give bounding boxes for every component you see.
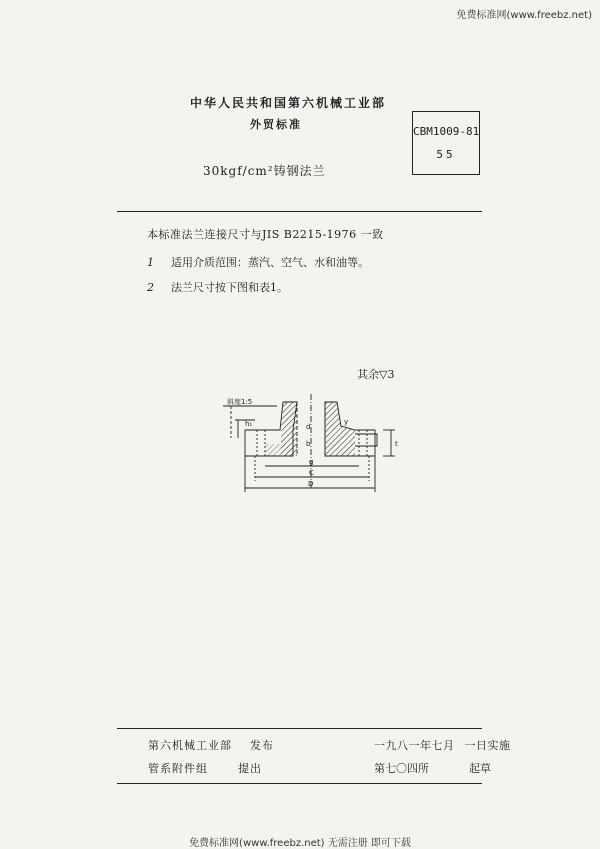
- D-label: D: [308, 480, 314, 488]
- intro-paragraph: 本标准法兰连接尺寸与JIS B2215-1976 一致: [147, 228, 384, 241]
- standard-number: 55: [436, 148, 456, 161]
- effective-date-line: [374, 737, 511, 753]
- item-text: 法兰尺寸按下图和表1。: [171, 281, 288, 294]
- drafter: 第七〇四所: [374, 762, 429, 775]
- item-text: 适用介质范围：蒸汽、空气、水和油等。: [171, 256, 369, 269]
- h1-label: h₁: [245, 420, 253, 428]
- c-label: C: [309, 469, 314, 477]
- proposed-label: 提出: [238, 762, 262, 775]
- issuer: 第六机械工业部: [148, 739, 232, 752]
- effective-date: 一九八一年七月: [374, 739, 455, 752]
- y-label: y: [344, 418, 349, 426]
- item-number: 1: [147, 256, 154, 269]
- standard-code: CBM1009-81: [413, 125, 480, 138]
- g-label: g: [309, 458, 314, 466]
- issuer-line: [148, 737, 274, 753]
- ministry-name: 中华人民共和国第六机械工业部: [190, 96, 387, 110]
- flange-drawing: [205, 388, 415, 503]
- footer-divider-top: [117, 728, 482, 729]
- effective-label: 一日实施: [464, 739, 511, 752]
- drafter-line: [374, 760, 491, 776]
- footer-divider-bottom: [117, 783, 482, 784]
- proposer: 管系附件组: [148, 762, 208, 775]
- watermark-top: 免费标准网(www.freebz.net): [456, 10, 592, 21]
- header-divider: [117, 211, 482, 212]
- taper-label: 斜度1:5: [227, 398, 253, 406]
- t-label: t: [395, 440, 398, 448]
- standard-title: 30kgf/cm²铸钢法兰: [203, 164, 326, 178]
- watermark-bottom: 免费标准网(www.freebz.net) 无需注册 即可下载: [189, 838, 411, 849]
- b-label: b: [306, 440, 311, 448]
- proposer-line: [148, 760, 262, 776]
- drafted-label: 起草: [469, 762, 491, 775]
- item-number: 2: [147, 281, 154, 294]
- issued-label: 发布: [250, 739, 274, 752]
- list-item: [147, 254, 369, 270]
- surface-finish-note: 其余▽3: [357, 368, 395, 381]
- standard-type: 外贸标准: [250, 118, 302, 131]
- list-item: [147, 279, 288, 295]
- standard-code-box: [412, 111, 480, 175]
- d-label: d: [306, 423, 311, 431]
